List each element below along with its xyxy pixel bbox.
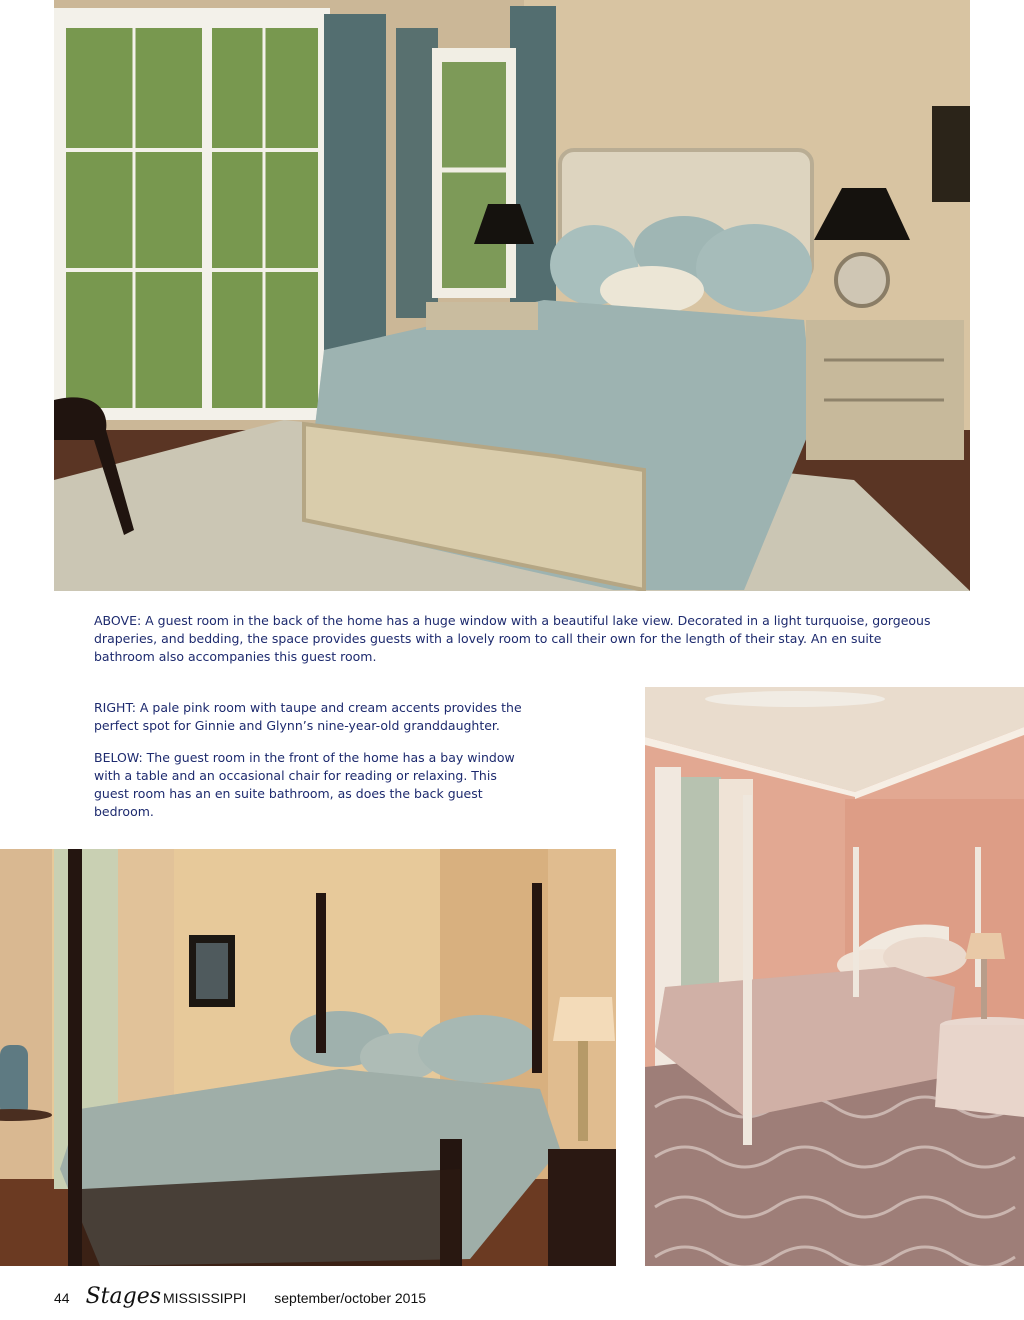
page-footer: [54, 1284, 426, 1308]
magazine-logo-state: MISSISSIPPI: [163, 1290, 247, 1306]
issue-date: september/october 2015: [274, 1290, 427, 1306]
caption-right-text: RIGHT: A pale pink room with taupe and cream accents provides the perfect spot for Ginnie and Glynn’s nine-year-old granddaughter.: [94, 700, 522, 733]
photo-guest-room-pink: [645, 687, 1024, 1266]
caption-below-text: BELOW: The guest room in the front of the home has a bay window with a table and an occasional chair for reading or relaxing. This guest room has an en suite bathroom, as does the back guest bedroom.: [94, 750, 515, 819]
caption-above-text: ABOVE: A guest room in the back of the home has a huge window with a beautiful lake view. Decorated in a light turquoise, gorgeous draperies, and bedding, the space provides guests with a lovely room to call their own for the length of their stay. An en suite bathroom also accompanies this guest room.: [94, 613, 931, 664]
page-number: 44: [54, 1290, 70, 1306]
caption-above: [94, 612, 934, 666]
magazine-logo-script: Stages: [85, 1284, 161, 1309]
photo-guest-room-turquoise: [54, 0, 970, 591]
caption-right-below-block: [94, 699, 534, 821]
photo-guest-room-four-poster: [0, 849, 616, 1266]
